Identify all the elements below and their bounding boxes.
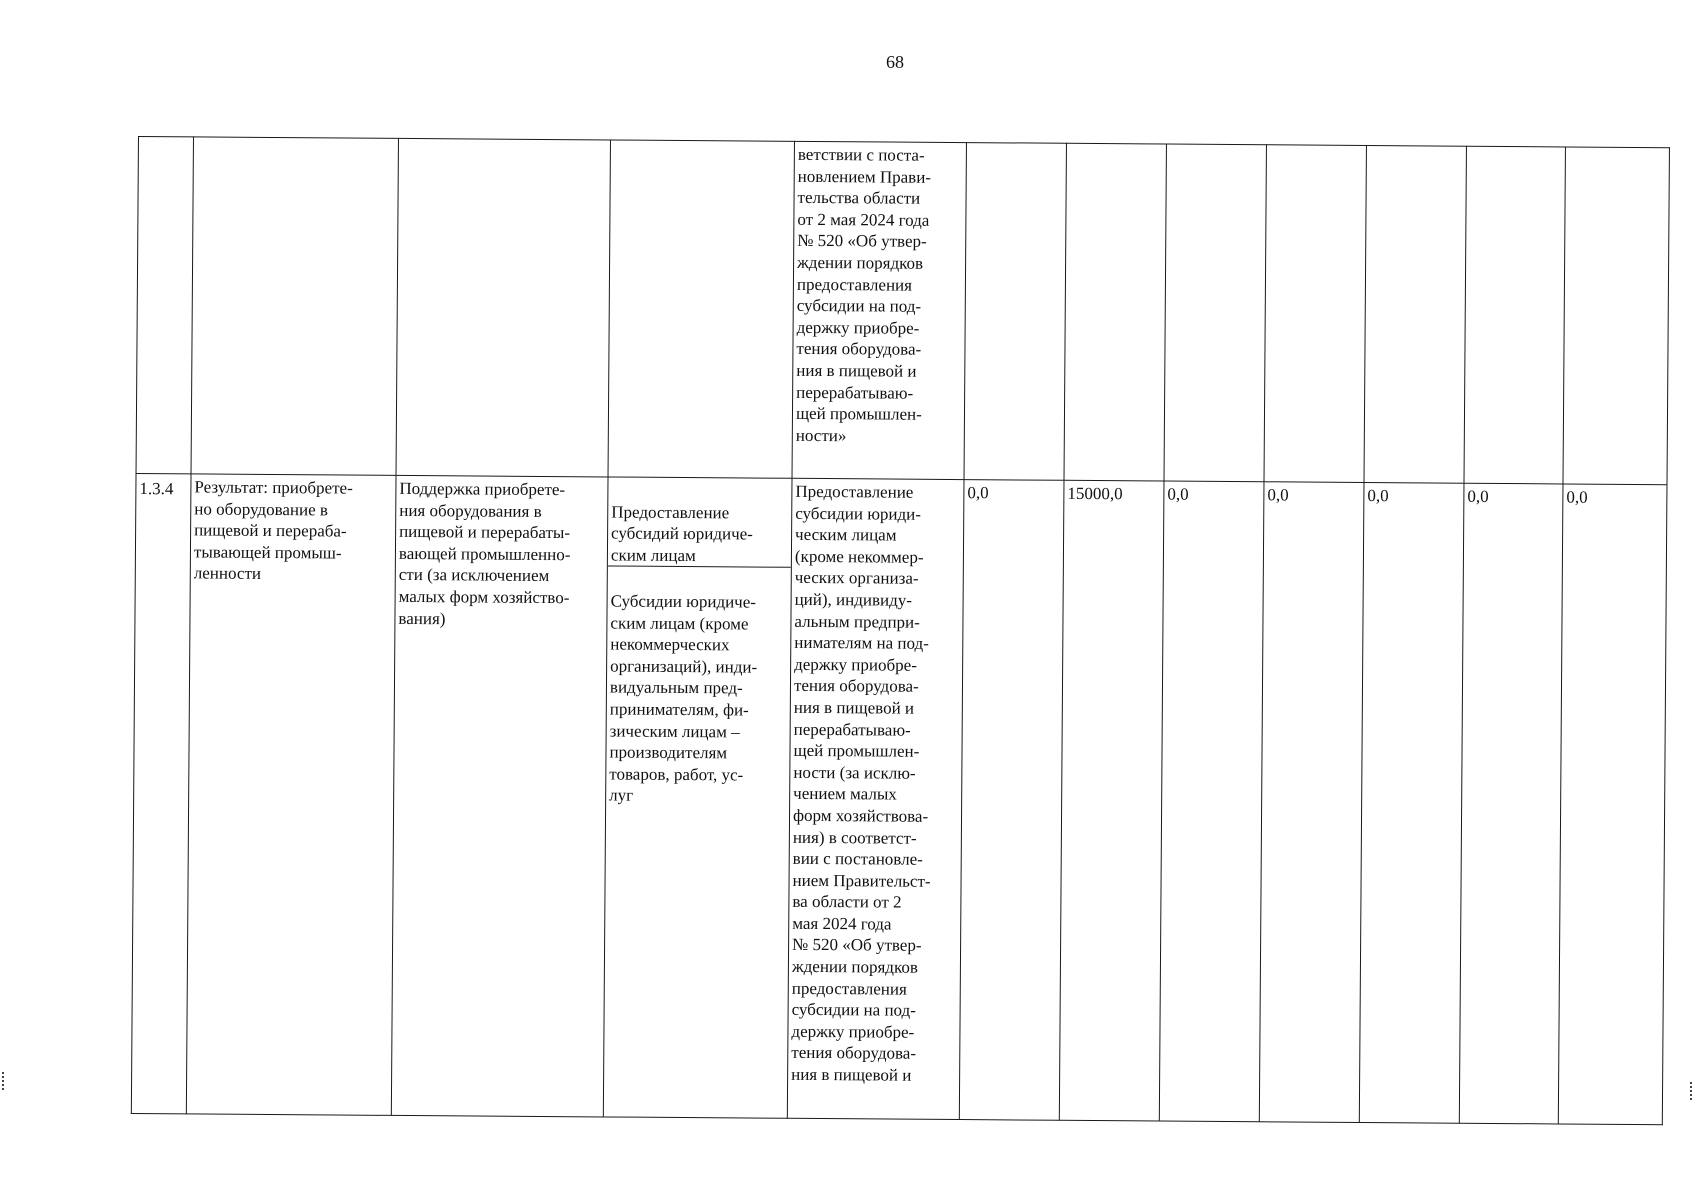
method-subsidy-provision: Предоставление субсидий юридиче- ским лицам xyxy=(608,499,791,568)
cell-support: Поддержка приобрете- ния оборудования в пищевой и перерабаты- вающей промышленно- сти (за исключением малых форм хозяйство- вания) xyxy=(391,475,608,1117)
cell-value: 0,0 xyxy=(1359,482,1464,1123)
cell-value xyxy=(1264,145,1366,483)
scan-edge-mark xyxy=(2,1072,6,1090)
table-row-1-3-4 xyxy=(131,473,1667,1124)
cell-legal-basis: Предоставление субсидии юриди- ческим лицам (кроме некоммер- ческих организа- ций), индивиду- альным предпри- нимателям на под- держку приобре- тения оборудова- ния в пищевой и перерабатываю- щей промышлен- ности (за исклю- чением малых форм хозяйствова- ния) в соответст- вии с постановле- нием Правительст- ва области от 2 мая 2024 года № 520 «Об утвер- ждении порядков предоставления субсидии на под- держку приобре- тения оборудова- ния в пищевой и xyxy=(787,478,964,1119)
cell-value: 0,0 xyxy=(1459,483,1563,1124)
cell-value: 0,0 xyxy=(1159,481,1264,1122)
cell-value xyxy=(1563,147,1669,485)
cell-value: 0,0 xyxy=(1259,482,1364,1123)
cell-method xyxy=(608,140,794,478)
cell-value: 15000,0 xyxy=(1059,480,1164,1121)
cell-value: 0,0 xyxy=(1558,484,1667,1125)
scan-edge-mark xyxy=(1690,1082,1694,1100)
cell-number: 1.3.4 xyxy=(131,473,191,1113)
cell-legal-basis: ветствии с поста- новлением Прави- тельства области от 2 мая 2024 года № 520 «Об утвер- ждении порядков предоставления субсидии на под- держку приобре- тения оборудова- ния в пищевой и перерабатываю- щей промышлен- ности» xyxy=(792,141,966,479)
cell-value: 0,0 xyxy=(959,480,1064,1121)
cell-value xyxy=(1164,144,1266,482)
cell-number xyxy=(136,137,193,474)
cell-support xyxy=(396,138,610,477)
table-row-continuation xyxy=(136,137,1669,485)
cell-method xyxy=(603,477,792,1118)
cell-result xyxy=(191,137,398,475)
page-number: 68 xyxy=(886,52,904,72)
cell-value xyxy=(964,143,1066,481)
cell-value xyxy=(1364,146,1466,484)
method-subsidy-recipients: Субсидии юридиче- ским лицам (кроме некоммерческих организаций), инди- видуальным пред- принимателям, фи- зическим лицам – производителям товаров, работ, ус- луг xyxy=(609,591,758,805)
cell-value xyxy=(1064,143,1166,481)
cell-result: Результат: приобрете- но оборудование в пищевой и перераба- тывающей промыш- ленности xyxy=(186,474,396,1115)
budget-table xyxy=(131,136,1670,1125)
cell-value xyxy=(1464,146,1565,484)
